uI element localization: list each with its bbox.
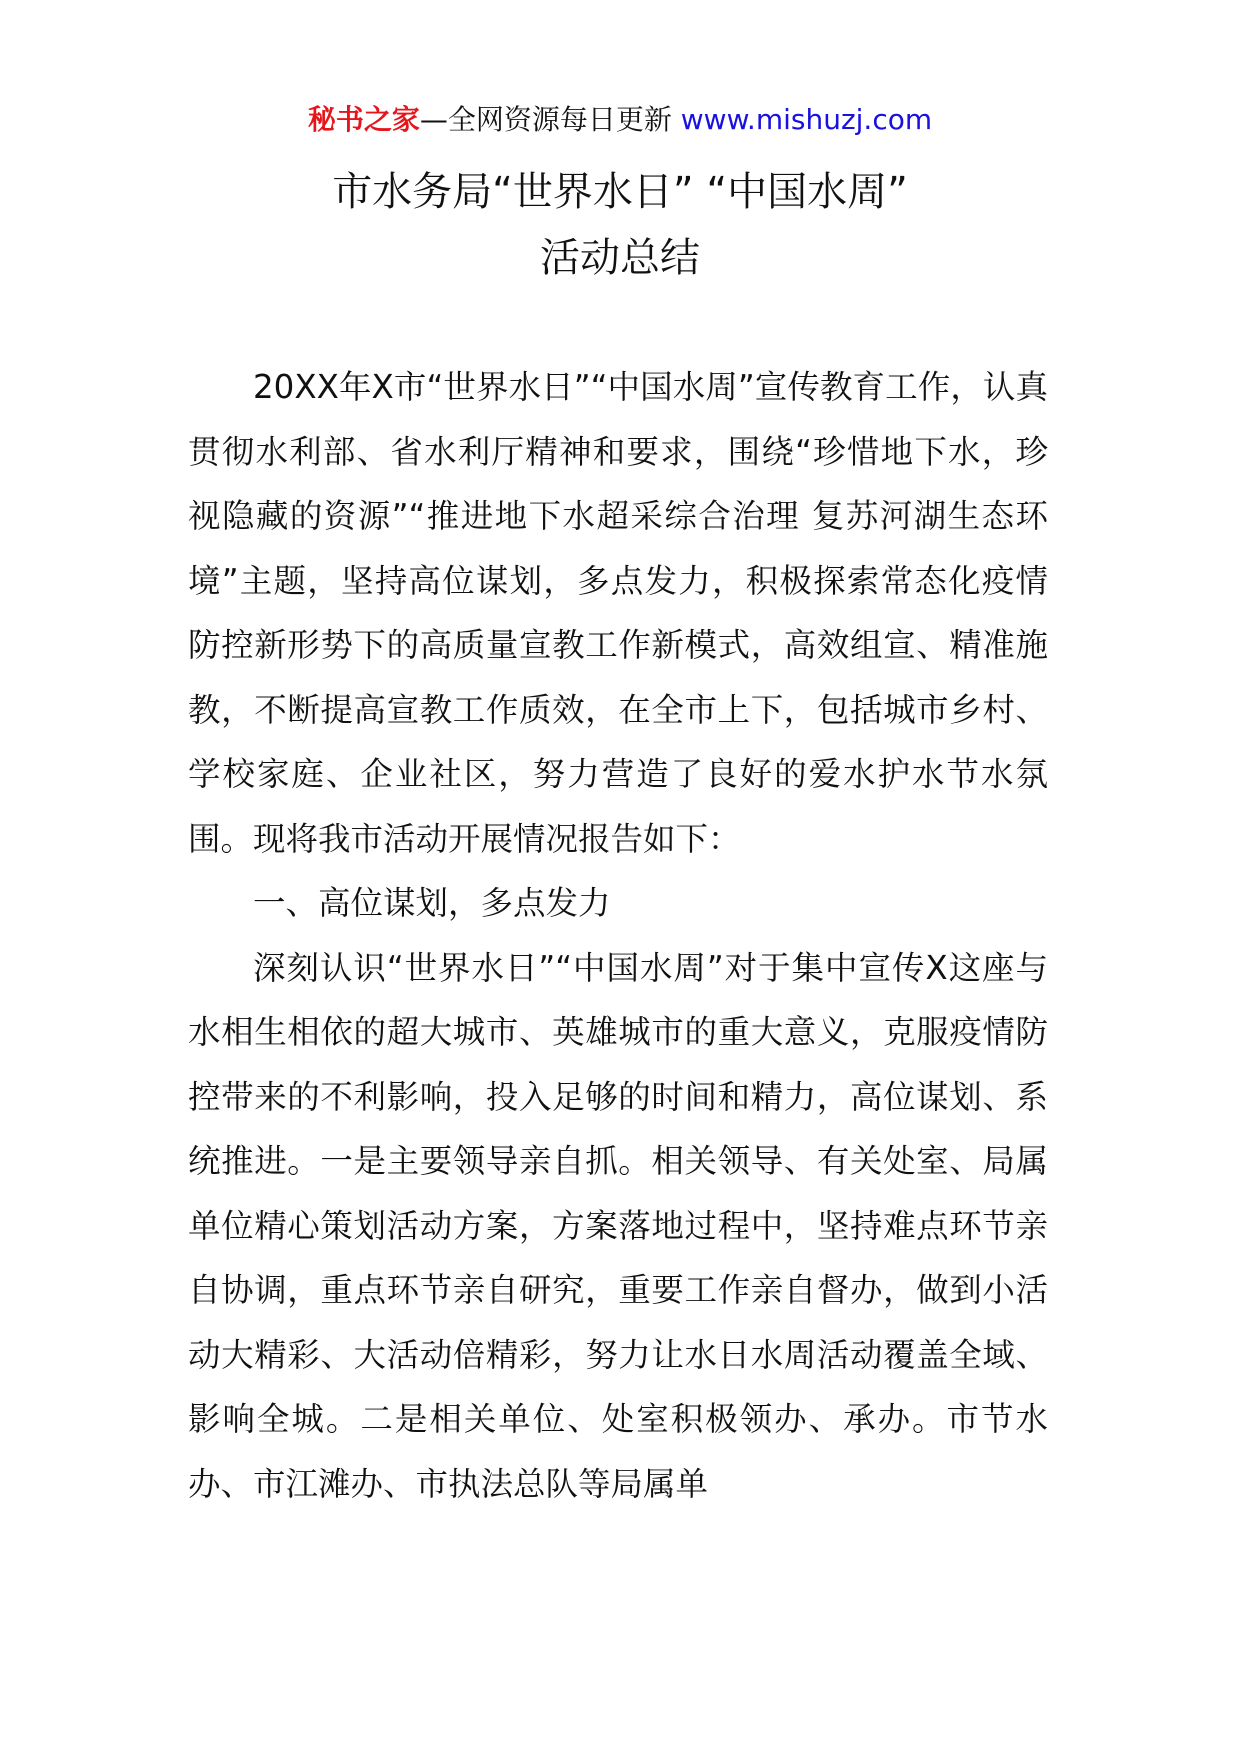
site-brand: 秘书之家 [307, 103, 420, 136]
site-url-link[interactable]: www.mishuzj.com [680, 103, 933, 136]
section-paragraph-1: 深刻认识“世界水日”“中国水周”对于集中宣传X这座与水相生相依的超大城市、英雄城市的重大意义，克服疫情防控带来的不利影响，投入足够的时间和精力，高位谋划、系统推进。一是主要领导亲自抓。相关领导、有关处室、局属单位精心策划活动方案，方案落地过程中，坚持难点环节亲自协调，重点环节亲自研究，重要工作亲自督办，做到小活动大精彩、大活动倍精彩，努力让水日水周活动覆盖全域、影响全城。二是相关单位、处室积极领办、承办。市节水办、市江滩办、市执法总队等局属单 [188, 948, 1048, 1503]
document-title-line-1: 市水务局“世界水日” “中国水周” [332, 169, 908, 215]
document-body [188, 355, 1048, 1516]
site-tagline: —全网资源每日更新 [419, 103, 681, 136]
site-header [0, 100, 1240, 140]
section-heading-1: 一、高位谋划，多点发力 [253, 884, 611, 922]
document-title-line-2: 活动总结 [540, 235, 700, 281]
intro-paragraph: 20XX年X市“世界水日”“中国水周”宣传教育工作，认真贯彻水利部、省水利厅精神和要求，围绕“珍惜地下水，珍视隐藏的资源”“推进地下水超采综合治理 复苏河湖生态环境”主题，坚持高位谋划，多点发力，积极探索常态化疫情防控新形势下的高质量宣教工作新模式，高效组宣、精准施教，不断提高宣教工作质效，在全市上下，包括城市乡村、学校家庭、企业社区，努力营造了良好的爱水护水节水氛围。现将我市活动开展情况报告如下： [188, 368, 1048, 858]
